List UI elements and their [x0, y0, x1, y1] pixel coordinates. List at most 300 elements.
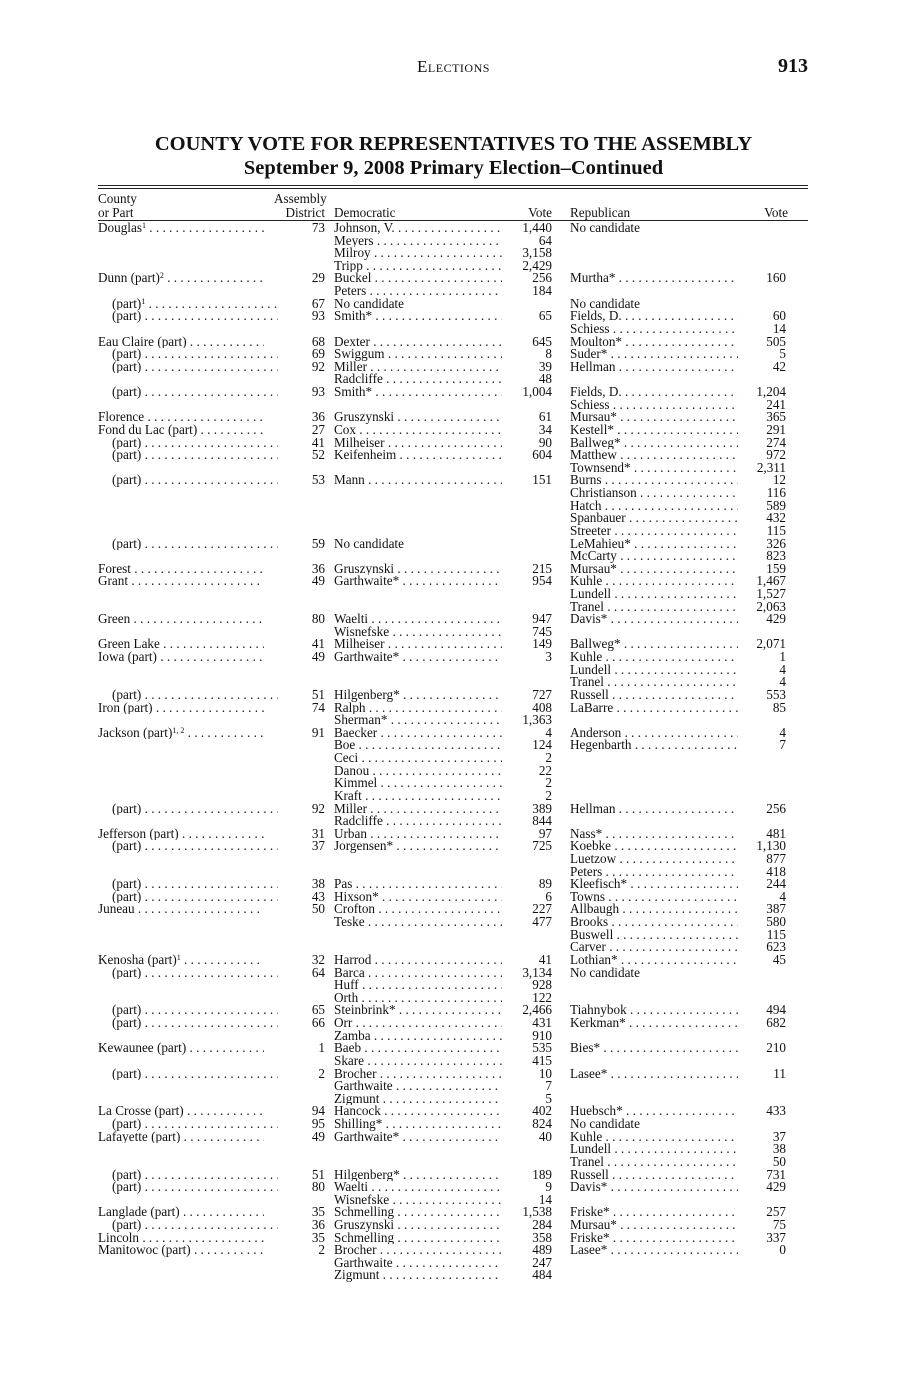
republican-vote: 115	[766, 522, 786, 538]
republican-vote: 241	[766, 396, 786, 412]
republican-vote: 429	[766, 611, 786, 627]
democratic-vote: 3,134	[522, 964, 552, 980]
county-cell: Kewaunee (part) . . .	[98, 1042, 264, 1055]
district-cell: 27	[311, 421, 325, 437]
district-cell: 36	[311, 409, 325, 425]
republican-vote: 326	[766, 535, 786, 551]
county-cell: Lincoln . . .	[98, 1232, 264, 1245]
table-row	[98, 762, 808, 778]
republican-candidate: Russell . . .	[570, 689, 738, 702]
county-cell: (part) . . .	[98, 1004, 278, 1017]
republican-candidate: Burns . . .	[570, 474, 738, 487]
republican-candidate: Huebsch* . . .	[570, 1105, 738, 1118]
county-cell: Iowa (part) . . .	[98, 651, 264, 664]
democratic-candidate: Brocher . . .	[334, 1068, 502, 1081]
republican-vote: 4	[779, 724, 786, 740]
republican-vote: 4	[779, 888, 786, 904]
district-cell: 93	[311, 308, 325, 324]
democratic-candidate: Buckel . . .	[334, 272, 502, 285]
republican-vote: 75	[772, 1216, 786, 1232]
republican-candidate: LeMahieu* . . .	[570, 538, 738, 551]
republican-candidate: Fields, D. . . .	[570, 386, 738, 399]
democratic-candidate: Wisnefske . . .	[334, 626, 502, 639]
county-cell: (part)$^1$ . . .	[98, 298, 278, 311]
district-cell: 52	[311, 447, 325, 463]
democratic-vote: 5	[545, 1090, 552, 1106]
democratic-vote: 61	[538, 409, 552, 425]
republican-vote: 823	[766, 548, 786, 564]
header-dem-vote: Vote	[528, 205, 552, 220]
republican-vote: 972	[766, 447, 786, 463]
district-cell: 49	[311, 1128, 325, 1144]
county-cell: (part) . . .	[98, 437, 278, 450]
republican-candidate: Kestell* . . .	[570, 424, 738, 437]
county-cell: Langlade (part) . . .	[98, 1206, 264, 1219]
table-row	[98, 497, 808, 513]
republican-candidate: Kuhle . . .	[570, 575, 738, 588]
county-cell: (part) . . .	[98, 538, 278, 551]
democratic-candidate: Ceci . . .	[334, 752, 502, 765]
democratic-vote: 604	[532, 447, 552, 463]
republican-vote: 337	[766, 1229, 786, 1245]
table-row	[98, 1216, 808, 1232]
democratic-vote: 1,538	[522, 1204, 552, 1220]
republican-candidate: Kuhle . . .	[570, 651, 738, 664]
republican-vote: 2,063	[756, 598, 786, 614]
table-row	[98, 1065, 808, 1081]
county-cell: Kenosha (part)$^1$ . . .	[98, 954, 264, 967]
republican-vote: 5	[779, 346, 786, 362]
democratic-vote: 2,466	[522, 1002, 552, 1018]
republican-vote: 4	[779, 674, 786, 690]
democratic-vote: 489	[532, 1242, 552, 1258]
district-cell: 36	[311, 1216, 325, 1232]
democratic-vote: 89	[538, 876, 552, 892]
democratic-candidate: Danou . . .	[334, 765, 502, 778]
democratic-vote: 227	[532, 901, 552, 917]
district-cell: 31	[311, 825, 325, 841]
table-row	[98, 487, 808, 500]
democratic-vote: 844	[532, 813, 552, 829]
district-cell: 37	[311, 838, 325, 854]
republican-vote: 42	[772, 358, 786, 374]
democratic-candidate: Keifenheim . . .	[334, 449, 502, 462]
republican-candidate: Schiess . . .	[570, 399, 738, 412]
republican-candidate: Spanbauer . . .	[570, 512, 738, 525]
republican-vote: 682	[766, 1015, 786, 1031]
republican-candidate: Mursau* . . .	[570, 563, 738, 576]
district-cell: 65	[311, 1002, 325, 1018]
republican-vote: 432	[766, 510, 786, 526]
democratic-candidate: Skare . . .	[334, 1055, 502, 1068]
democratic-vote: 415	[532, 1052, 552, 1068]
democratic-candidate: Cox . . .	[334, 424, 502, 437]
republican-candidate: Matthew . . .	[570, 449, 738, 462]
democratic-vote: 90	[538, 434, 552, 450]
table-row	[98, 739, 808, 752]
democratic-vote: 745	[532, 623, 552, 639]
democratic-candidate: No candidate	[334, 537, 404, 551]
democratic-vote: 954	[532, 573, 552, 589]
democratic-candidate: Tripp . . .	[334, 260, 502, 273]
county-cell: Florence . . .	[98, 411, 264, 424]
table-row	[98, 411, 808, 424]
democratic-vote: 9	[545, 1179, 552, 1195]
footnote-marker: 1	[176, 953, 181, 962]
page-number: 913	[778, 55, 808, 77]
republican-candidate: Friske* . . .	[570, 1206, 738, 1219]
republican-candidate: Peters . . .	[570, 866, 738, 879]
democratic-candidate: Schmelling . . .	[334, 1232, 502, 1245]
table-row	[98, 926, 808, 942]
table-row	[98, 474, 808, 487]
republican-vote: 11	[773, 1065, 786, 1081]
table-row	[98, 421, 808, 437]
republican-candidate: McCarty . . .	[570, 550, 738, 563]
republican-candidate: Mursau* . . .	[570, 411, 738, 424]
democratic-vote: 122	[532, 989, 552, 1005]
democratic-candidate: Baecker . . .	[334, 727, 502, 740]
county-cell: La Crosse (part) . . .	[98, 1105, 264, 1118]
republican-candidate: Kerkman* . . .	[570, 1017, 738, 1030]
democratic-vote: 402	[532, 1103, 552, 1119]
table-row	[98, 661, 808, 677]
republican-candidate: Bies* . . .	[570, 1042, 738, 1055]
table-row	[98, 1229, 808, 1245]
district-cell: 38	[311, 876, 325, 892]
democratic-candidate: Waelti . . .	[334, 613, 502, 626]
democratic-vote: 215	[532, 560, 552, 576]
table-row	[98, 1166, 808, 1182]
republican-vote: 505	[766, 333, 786, 349]
table-title-line2: September 9, 2008 Primary Election–Continued	[243, 157, 664, 179]
democratic-vote: 40	[538, 1128, 552, 1144]
republican-candidate: Fields, D. . . .	[570, 310, 738, 323]
democratic-vote: 10	[538, 1065, 552, 1081]
district-cell: 35	[311, 1229, 325, 1245]
democratic-candidate: Smith* . . .	[334, 310, 502, 323]
table-row	[98, 373, 808, 386]
democratic-vote: 97	[538, 825, 552, 841]
county-cell: Green Lake . . .	[98, 638, 264, 651]
running-header	[0, 55, 907, 79]
democratic-candidate: Zamba . . .	[334, 1030, 502, 1043]
county-cell: Juneau . . .	[98, 903, 264, 916]
republican-candidate: Lundell . . .	[570, 588, 738, 601]
republican-vote: 553	[766, 686, 786, 702]
democratic-candidate: Sherman* . . .	[334, 714, 502, 727]
district-cell: 73	[311, 220, 325, 235]
table-row	[98, 676, 808, 689]
democratic-candidate: Crofton . . .	[334, 903, 502, 916]
table-row	[98, 699, 808, 715]
republican-candidate: Davis* . . .	[570, 1181, 738, 1194]
democratic-vote: 247	[532, 1254, 552, 1270]
democratic-vote: 256	[532, 270, 552, 286]
republican-candidate: No candidate	[570, 222, 640, 235]
democratic-vote: 389	[532, 800, 552, 816]
county-cell: Forest . . .	[98, 563, 264, 576]
table-row	[98, 257, 808, 273]
democratic-candidate: Barca . . .	[334, 967, 502, 980]
district-cell: 2	[318, 1065, 325, 1081]
district-cell: 43	[311, 888, 325, 904]
democratic-candidate: Milheiser . . .	[334, 437, 502, 450]
democratic-candidate: Miller . . .	[334, 361, 502, 374]
democratic-vote: 8	[545, 346, 552, 362]
table-row	[98, 941, 808, 954]
republican-vote: 418	[766, 863, 786, 879]
table-row	[98, 598, 808, 614]
table-row	[98, 863, 808, 879]
republican-vote: 291	[766, 421, 786, 437]
republican-vote: 481	[766, 825, 786, 841]
table-row	[98, 522, 808, 538]
table-row	[98, 651, 808, 664]
table-row	[98, 1143, 808, 1156]
dot-leader	[145, 298, 278, 311]
table-row	[98, 752, 808, 765]
republican-candidate: Tiahnybok . . .	[570, 1004, 738, 1017]
democratic-vote: 1,440	[522, 220, 552, 235]
table-row	[98, 285, 808, 298]
district-cell: 64	[311, 964, 325, 980]
table-row	[98, 787, 808, 803]
democratic-vote: 64	[538, 232, 552, 248]
republican-candidate: Streeter . . .	[570, 525, 738, 538]
republican-vote: 2,071	[756, 636, 786, 652]
republican-candidate: Hellman . . .	[570, 361, 738, 374]
democratic-candidate: Boe . . .	[334, 739, 502, 752]
republican-candidate: Lasee* . . .	[570, 1068, 738, 1081]
table-row	[98, 449, 808, 462]
district-cell: 49	[311, 573, 325, 589]
republican-vote: 257	[766, 1204, 786, 1220]
table-row	[98, 1027, 808, 1043]
democratic-vote: 824	[532, 1116, 552, 1132]
democratic-vote: 124	[532, 737, 552, 753]
republican-vote: 159	[766, 560, 786, 576]
table-row	[98, 1254, 808, 1270]
county-cell: Jefferson (part) . . .	[98, 828, 264, 841]
republican-candidate: No candidate	[570, 1118, 640, 1131]
table-row	[98, 396, 808, 412]
republican-candidate: LaBarre . . .	[570, 702, 738, 715]
table-row	[98, 613, 808, 626]
republican-candidate: Lothian* . . .	[570, 954, 738, 967]
democratic-vote: 2	[545, 787, 552, 803]
district-cell: 49	[311, 649, 325, 665]
democratic-vote: 14	[538, 1191, 552, 1207]
democratic-candidate: Radcliffe . . .	[334, 815, 502, 828]
county-cell: (part) . . .	[98, 474, 278, 487]
republican-vote: 429	[766, 1179, 786, 1195]
democratic-candidate: Garthwaite . . .	[334, 1080, 502, 1093]
table-row	[98, 825, 808, 841]
table-row	[98, 232, 808, 248]
table-row	[98, 815, 808, 828]
county-cell: (part) . . .	[98, 1068, 278, 1081]
table-row	[98, 888, 808, 904]
county-cell: (part) . . .	[98, 878, 278, 891]
democratic-candidate: Kimmel . . .	[334, 777, 502, 790]
county-cell: (part) . . .	[98, 891, 278, 904]
republican-candidate: Tranel . . .	[570, 676, 738, 689]
republican-candidate: Christianson . . .	[570, 487, 738, 500]
district-cell: 1	[318, 1040, 325, 1056]
democratic-vote: 41	[538, 951, 552, 967]
district-cell: 91	[311, 724, 325, 740]
dot-leader	[181, 954, 264, 967]
county-cell: (part) . . .	[98, 1118, 278, 1131]
democratic-vote: 48	[538, 371, 552, 387]
district-cell: 41	[311, 434, 325, 450]
republican-candidate: Townsend* . . .	[570, 462, 738, 475]
republican-vote: 256	[766, 800, 786, 816]
democratic-candidate: Peters . . .	[334, 285, 502, 298]
table-row	[98, 714, 808, 727]
democratic-vote: 6	[545, 888, 552, 904]
democratic-candidate: Hixson* . . .	[334, 891, 502, 904]
table-row	[98, 1004, 808, 1017]
republican-candidate: Schiess . . .	[570, 323, 738, 336]
table-row	[98, 585, 808, 601]
header-district-line2: District	[285, 205, 325, 220]
table-row	[98, 320, 808, 336]
table-row	[98, 1105, 808, 1118]
democratic-candidate: Brocher . . .	[334, 1244, 502, 1257]
democratic-candidate: Gruszynski . . .	[334, 563, 502, 576]
republican-vote: 38	[772, 1141, 786, 1157]
republican-vote: 1,130	[756, 838, 786, 854]
table-row	[98, 1153, 808, 1169]
republican-vote: 274	[766, 434, 786, 450]
district-cell: 95	[311, 1116, 325, 1132]
democratic-candidate: Orth . . .	[334, 992, 502, 1005]
header-county-line1: County	[98, 191, 137, 206]
democratic-candidate: Mann . . .	[334, 474, 502, 487]
table-row	[98, 840, 808, 853]
democratic-vote: 431	[532, 1015, 552, 1031]
democratic-candidate: Miller . . .	[334, 803, 502, 816]
header-district-line1: Assembly	[274, 191, 327, 206]
republican-vote: 731	[766, 1166, 786, 1182]
table-row	[98, 1052, 808, 1068]
county-cell: Dunn (part)$^2$ . . .	[98, 272, 264, 285]
county-cell: (part) . . .	[98, 803, 278, 816]
table-row	[98, 878, 808, 891]
table-row	[98, 903, 808, 916]
table-row	[98, 800, 808, 816]
republican-candidate: No candidate	[570, 966, 640, 980]
county-cell: Fond du Lac (part) . . .	[98, 424, 264, 437]
table-row	[98, 272, 808, 285]
democratic-vote: 2	[545, 750, 552, 766]
democratic-candidate: Teske . . .	[334, 916, 502, 929]
democratic-candidate: Waelti . . .	[334, 1181, 502, 1194]
republican-vote: 60	[772, 308, 786, 324]
table-row	[98, 1191, 808, 1207]
democratic-candidate: Garthwaite* . . .	[334, 575, 502, 588]
table-row	[98, 853, 808, 866]
republican-vote: 50	[772, 1153, 786, 1169]
republican-vote: 244	[766, 876, 786, 892]
county-cell: Douglas$^1$ . . .	[98, 222, 264, 235]
district-cell: 69	[311, 346, 325, 362]
header-republican: Republican	[570, 205, 631, 220]
democratic-vote: 1,004	[522, 384, 552, 400]
republican-candidate: Friske* . . .	[570, 1232, 738, 1245]
county-cell: (part) . . .	[98, 361, 278, 374]
district-cell: 94	[311, 1103, 325, 1119]
county-cell: (part) . . .	[98, 1219, 278, 1232]
republican-vote: 4	[779, 661, 786, 677]
democratic-candidate: Steinbrink* . . .	[334, 1004, 502, 1017]
republican-candidate: Anderson . . .	[570, 727, 738, 740]
democratic-vote: 910	[532, 1027, 552, 1043]
republican-candidate: Tranel . . .	[570, 1156, 738, 1169]
democratic-candidate: Jorgensen* . . .	[334, 840, 502, 853]
democratic-candidate: Garthwaite . . .	[334, 1257, 502, 1270]
table-row	[98, 459, 808, 475]
district-cell: 51	[311, 1166, 325, 1182]
table-row	[98, 638, 808, 651]
republican-vote: 1,467	[756, 573, 786, 589]
table-title-line1: COUNTY VOTE FOR REPRESENTATIVES TO THE ASSEMBLY	[154, 133, 753, 155]
table-row	[98, 1080, 808, 1093]
democratic-vote: 477	[532, 914, 552, 930]
county-cell: (part) . . .	[98, 840, 278, 853]
democratic-candidate: Smith* . . .	[334, 386, 502, 399]
dot-leader	[184, 727, 264, 740]
table-row	[98, 1090, 808, 1106]
table-row	[98, 222, 808, 235]
democratic-vote: 358	[532, 1229, 552, 1245]
district-cell: 2	[318, 1242, 325, 1258]
table-row	[98, 1269, 808, 1282]
table-title	[0, 132, 907, 180]
republican-vote: 387	[766, 901, 786, 917]
dot-leader	[164, 272, 264, 285]
county-cell: Lafayette (part) . . .	[98, 1131, 264, 1144]
democratic-candidate: Shilling* . . .	[334, 1118, 502, 1131]
democratic-candidate: Swiggum . . .	[334, 348, 502, 361]
democratic-vote: 2,429	[522, 257, 552, 273]
democratic-vote: 184	[532, 283, 552, 299]
democratic-vote: 2	[545, 775, 552, 791]
democratic-vote: 645	[532, 333, 552, 349]
democratic-candidate: Gruszynski . . .	[334, 1219, 502, 1232]
republican-candidate: Hatch . . .	[570, 500, 738, 513]
republican-vote: 877	[766, 851, 786, 866]
democratic-candidate: Schmelling . . .	[334, 1206, 502, 1219]
table-row	[98, 348, 808, 361]
district-cell: 29	[311, 270, 325, 286]
republican-vote: 1,527	[756, 585, 786, 601]
top-rule	[98, 185, 808, 186]
district-cell: 92	[311, 800, 325, 816]
republican-vote: 589	[766, 497, 786, 513]
republican-candidate: Buswell . . .	[570, 929, 738, 942]
table-row	[98, 1206, 808, 1219]
republican-candidate: Lundell . . .	[570, 1143, 738, 1156]
dot-leader	[146, 222, 264, 235]
republican-candidate: Tranel . . .	[570, 601, 738, 614]
top-rule-double	[98, 188, 808, 189]
district-cell: 51	[311, 686, 325, 702]
district-cell: 41	[311, 636, 325, 652]
table-row	[98, 560, 808, 576]
